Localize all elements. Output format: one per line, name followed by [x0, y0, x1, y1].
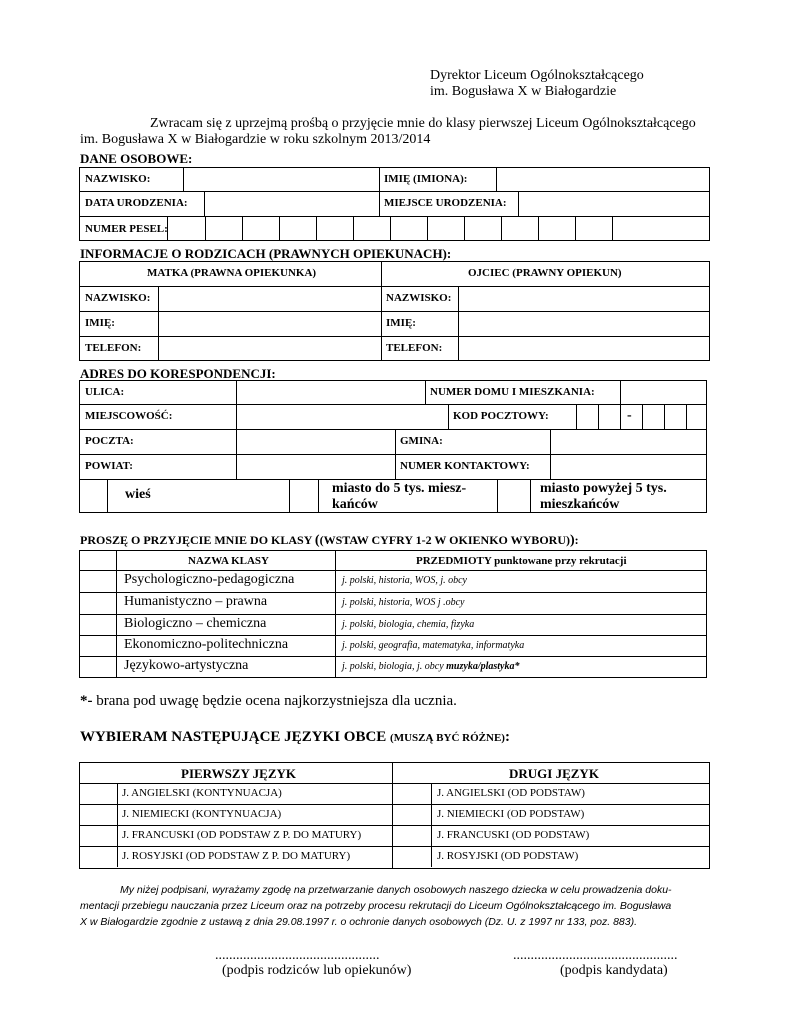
class-name: Psychologiczno-pedagogiczna	[124, 572, 295, 587]
second-language-header: DRUGI JĘZYK	[509, 766, 599, 781]
class-name-header: NAZWA KLASY	[188, 555, 269, 567]
street-field[interactable]	[237, 381, 425, 404]
big-town-checkbox[interactable]	[498, 480, 530, 512]
recipient-line-1: Dyrektor Liceum Ogólnokształcącego	[430, 68, 644, 83]
pesel-digit-box[interactable]	[317, 217, 353, 241]
surname-field[interactable]	[184, 168, 379, 191]
second-language-choice-box[interactable]	[393, 847, 431, 867]
pesel-digit-box[interactable]	[206, 217, 242, 241]
mother-name-field[interactable]	[159, 312, 381, 336]
mother-header: MATKA (PRAWNA OPIEKUNKA)	[147, 267, 317, 279]
house-number-field[interactable]	[621, 381, 706, 404]
class-choice-box[interactable]	[80, 571, 116, 591]
class-choice-box[interactable]	[80, 657, 116, 677]
second-language-option: J. ROSYJSKI (OD PODSTAW)	[437, 850, 579, 862]
class-name: Biologiczno – chemiczna	[124, 616, 267, 631]
small-town-checkbox[interactable]	[290, 480, 318, 512]
class-subjects: j. polski, biologia, j. obcy muzyka/plastyka*	[342, 661, 520, 672]
class-subjects-header: PRZEDMIOTY punktowane przy rekrutacji	[416, 555, 627, 567]
class-subjects: j. polski, geografia, matematyka, informatyka	[342, 640, 525, 651]
pesel-digit-box[interactable]	[391, 217, 427, 241]
class-choice-box[interactable]	[80, 615, 116, 635]
county-field[interactable]	[237, 455, 395, 479]
surname-label: NAZWISKO:	[85, 173, 151, 185]
first-name-label: IMIĘ (IMIONA):	[384, 173, 468, 185]
father-surname-field[interactable]	[459, 287, 709, 311]
class-name: Językowo-artystyczna	[124, 658, 249, 673]
pesel-label: NUMER PESEL:	[85, 223, 168, 235]
first-language-option: J. ROSYJSKI (OD PODSTAW Z P. DO MATURY)	[122, 850, 351, 862]
commune-label: GMINA:	[400, 435, 443, 447]
languages-heading: WYBIERAM NASTĘPUJĄCE JĘZYKI OBCE (MUSZĄ BYĆ RÓŻNE):	[80, 729, 510, 745]
pesel-digit-box[interactable]	[280, 217, 316, 241]
class-subjects: j. polski, historia, WOS j .obcy	[342, 597, 465, 608]
first-language-option: J. FRANCUSKI (OD PODSTAW Z P. DO MATURY)	[122, 829, 362, 841]
father-header: OJCIEC (PRAWNY OPIEKUN)	[468, 267, 622, 279]
second-language-option: J. ANGIELSKI (OD PODSTAW)	[437, 787, 585, 799]
second-language-option: J. NIEMIECKI (OD PODSTAW)	[437, 808, 585, 820]
class-subjects: j. polski, biologia, chemia, fizyka	[342, 619, 475, 630]
pesel-digit-box[interactable]	[576, 217, 612, 241]
first-language-choice-box[interactable]	[80, 784, 117, 804]
father-name-label: IMIĘ:	[386, 317, 416, 329]
pesel-digit-box[interactable]	[428, 217, 464, 241]
candidate-signature-caption: (podpis kandydata)	[560, 963, 668, 978]
mother-surname-label: NAZWISKO:	[85, 292, 151, 304]
village-checkbox[interactable]	[80, 480, 107, 512]
request-line-2: im. Bogusława X w Białogardzie w roku szkolnym 2013/2014	[80, 132, 431, 147]
post-office-label: POCZTA:	[85, 435, 134, 447]
class-subjects: j. polski, historia, WOS, j. obcy	[342, 575, 467, 586]
mother-phone-field[interactable]	[159, 337, 381, 360]
first-language-choice-box[interactable]	[80, 826, 117, 846]
pesel-digit-box[interactable]	[168, 217, 205, 241]
first-language-choice-box[interactable]	[80, 805, 117, 825]
postal-code-label: KOD POCZTOWY:	[453, 410, 549, 422]
father-surname-label: NAZWISKO:	[386, 292, 452, 304]
second-language-choice-box[interactable]	[393, 805, 431, 825]
small-town-label-1: miasto do 5 tys. miesz-	[332, 481, 467, 496]
pesel-digit-box[interactable]	[465, 217, 501, 241]
pesel-digit-box[interactable]	[539, 217, 575, 241]
city-label: MIEJSCOWOŚĆ:	[85, 410, 173, 422]
class-choice-box[interactable]	[80, 593, 116, 613]
big-town-label-1: miasto powyżej 5 tys.	[540, 481, 667, 496]
recipient-line-2: im. Bogusława X w Białogardzie	[430, 84, 617, 99]
pesel-digit-box[interactable]	[502, 217, 538, 241]
parents-signature-caption: (podpis rodziców lub opiekunów)	[222, 963, 412, 978]
contact-number-field[interactable]	[551, 455, 706, 479]
house-number-label: NUMER DOMU I MIESZKANIA:	[430, 386, 595, 398]
first-name-field[interactable]	[497, 168, 709, 191]
address-heading: ADRES DO KORESPONDENCJI:	[80, 366, 276, 381]
parents-heading: INFORMACJE O RODZICACH (PRAWNYCH OPIEKUNACH):	[80, 246, 452, 261]
big-town-label-2: mieszkańców	[540, 497, 620, 512]
father-name-field[interactable]	[459, 312, 709, 336]
post-office-field[interactable]	[237, 430, 395, 454]
request-line-1: Zwracam się z uprzejmą prośbą o przyjęcie mnie do klasy pierwszej Liceum Ogólnokształcącego	[150, 116, 696, 131]
pesel-digit-box[interactable]	[243, 217, 279, 241]
pesel-digit-box[interactable]	[354, 217, 390, 241]
birth-date-field[interactable]	[205, 192, 379, 216]
second-language-choice-box[interactable]	[393, 784, 431, 804]
personal-heading: DANE OSOBOWE:	[80, 151, 193, 166]
parents-signature-line[interactable]: ...............................................	[215, 948, 380, 963]
candidate-signature-line[interactable]: ...............................................	[513, 948, 678, 963]
birth-date-label: DATA URODZENIA:	[85, 197, 188, 209]
consent-line-2: mentacji przebiegu nauczania przez Liceum oraz na potrzeby procesu rekrutacji do Liceum Ogólnokształcącego im. Bogusława	[80, 900, 672, 912]
village-label: wieś	[125, 487, 151, 502]
father-phone-field[interactable]	[459, 337, 709, 360]
mother-surname-field[interactable]	[159, 287, 381, 311]
first-language-option: J. ANGIELSKI (KONTYNUACJA)	[122, 787, 282, 799]
postal-code-part1[interactable]	[577, 405, 620, 429]
small-town-label-2: kańców	[332, 497, 378, 512]
contact-number-label: NUMER KONTAKTOWY:	[400, 460, 530, 472]
second-language-choice-box[interactable]	[393, 826, 431, 846]
street-label: ULICA:	[85, 386, 125, 398]
birth-place-label: MIEJSCE URODZENIA:	[384, 197, 507, 209]
first-language-option: J. NIEMIECKI (KONTYNUACJA)	[122, 808, 282, 820]
city-field[interactable]	[237, 405, 448, 429]
class-name: Ekonomiczno-politechniczna	[124, 637, 289, 652]
postal-code-dash: -	[627, 408, 632, 423]
mother-phone-label: TELEFON:	[85, 342, 142, 354]
father-phone-label: TELEFON:	[386, 342, 443, 354]
class-name: Humanistyczno – prawna	[124, 594, 268, 609]
mother-name-label: IMIĘ:	[85, 317, 115, 329]
first-language-choice-box[interactable]	[80, 847, 117, 867]
postal-code-part2[interactable]	[643, 405, 706, 429]
class-choice-box[interactable]	[80, 636, 116, 656]
commune-field[interactable]	[551, 430, 706, 454]
class-heading: PROSZĘ O PRZYJĘCIE MNIE DO KLASY ((WSTAW CYFRY 1-2 W OKIENKO WYBORU)):	[80, 533, 579, 548]
consent-line-3: X w Białogardzie zgodnie z ustawą z dnia 29.08.1997 r. o ochronie danych osobowych (Dz. U. z 1997 nr 133, poz. 883).	[80, 916, 638, 928]
county-label: POWIAT:	[85, 460, 133, 472]
class-footnote: *- brana pod uwagę będzie ocena najkorzystniejsza dla ucznia.	[80, 693, 457, 709]
consent-line-1: My niżej podpisani, wyrażamy zgodę na przetwarzanie danych osobowych naszego dziecka w celu prowadzenia doku-	[120, 884, 672, 896]
second-language-option: J. FRANCUSKI (OD PODSTAW)	[437, 829, 590, 841]
birth-place-field[interactable]	[519, 192, 709, 216]
first-language-header: PIERWSZY JĘZYK	[181, 766, 297, 781]
